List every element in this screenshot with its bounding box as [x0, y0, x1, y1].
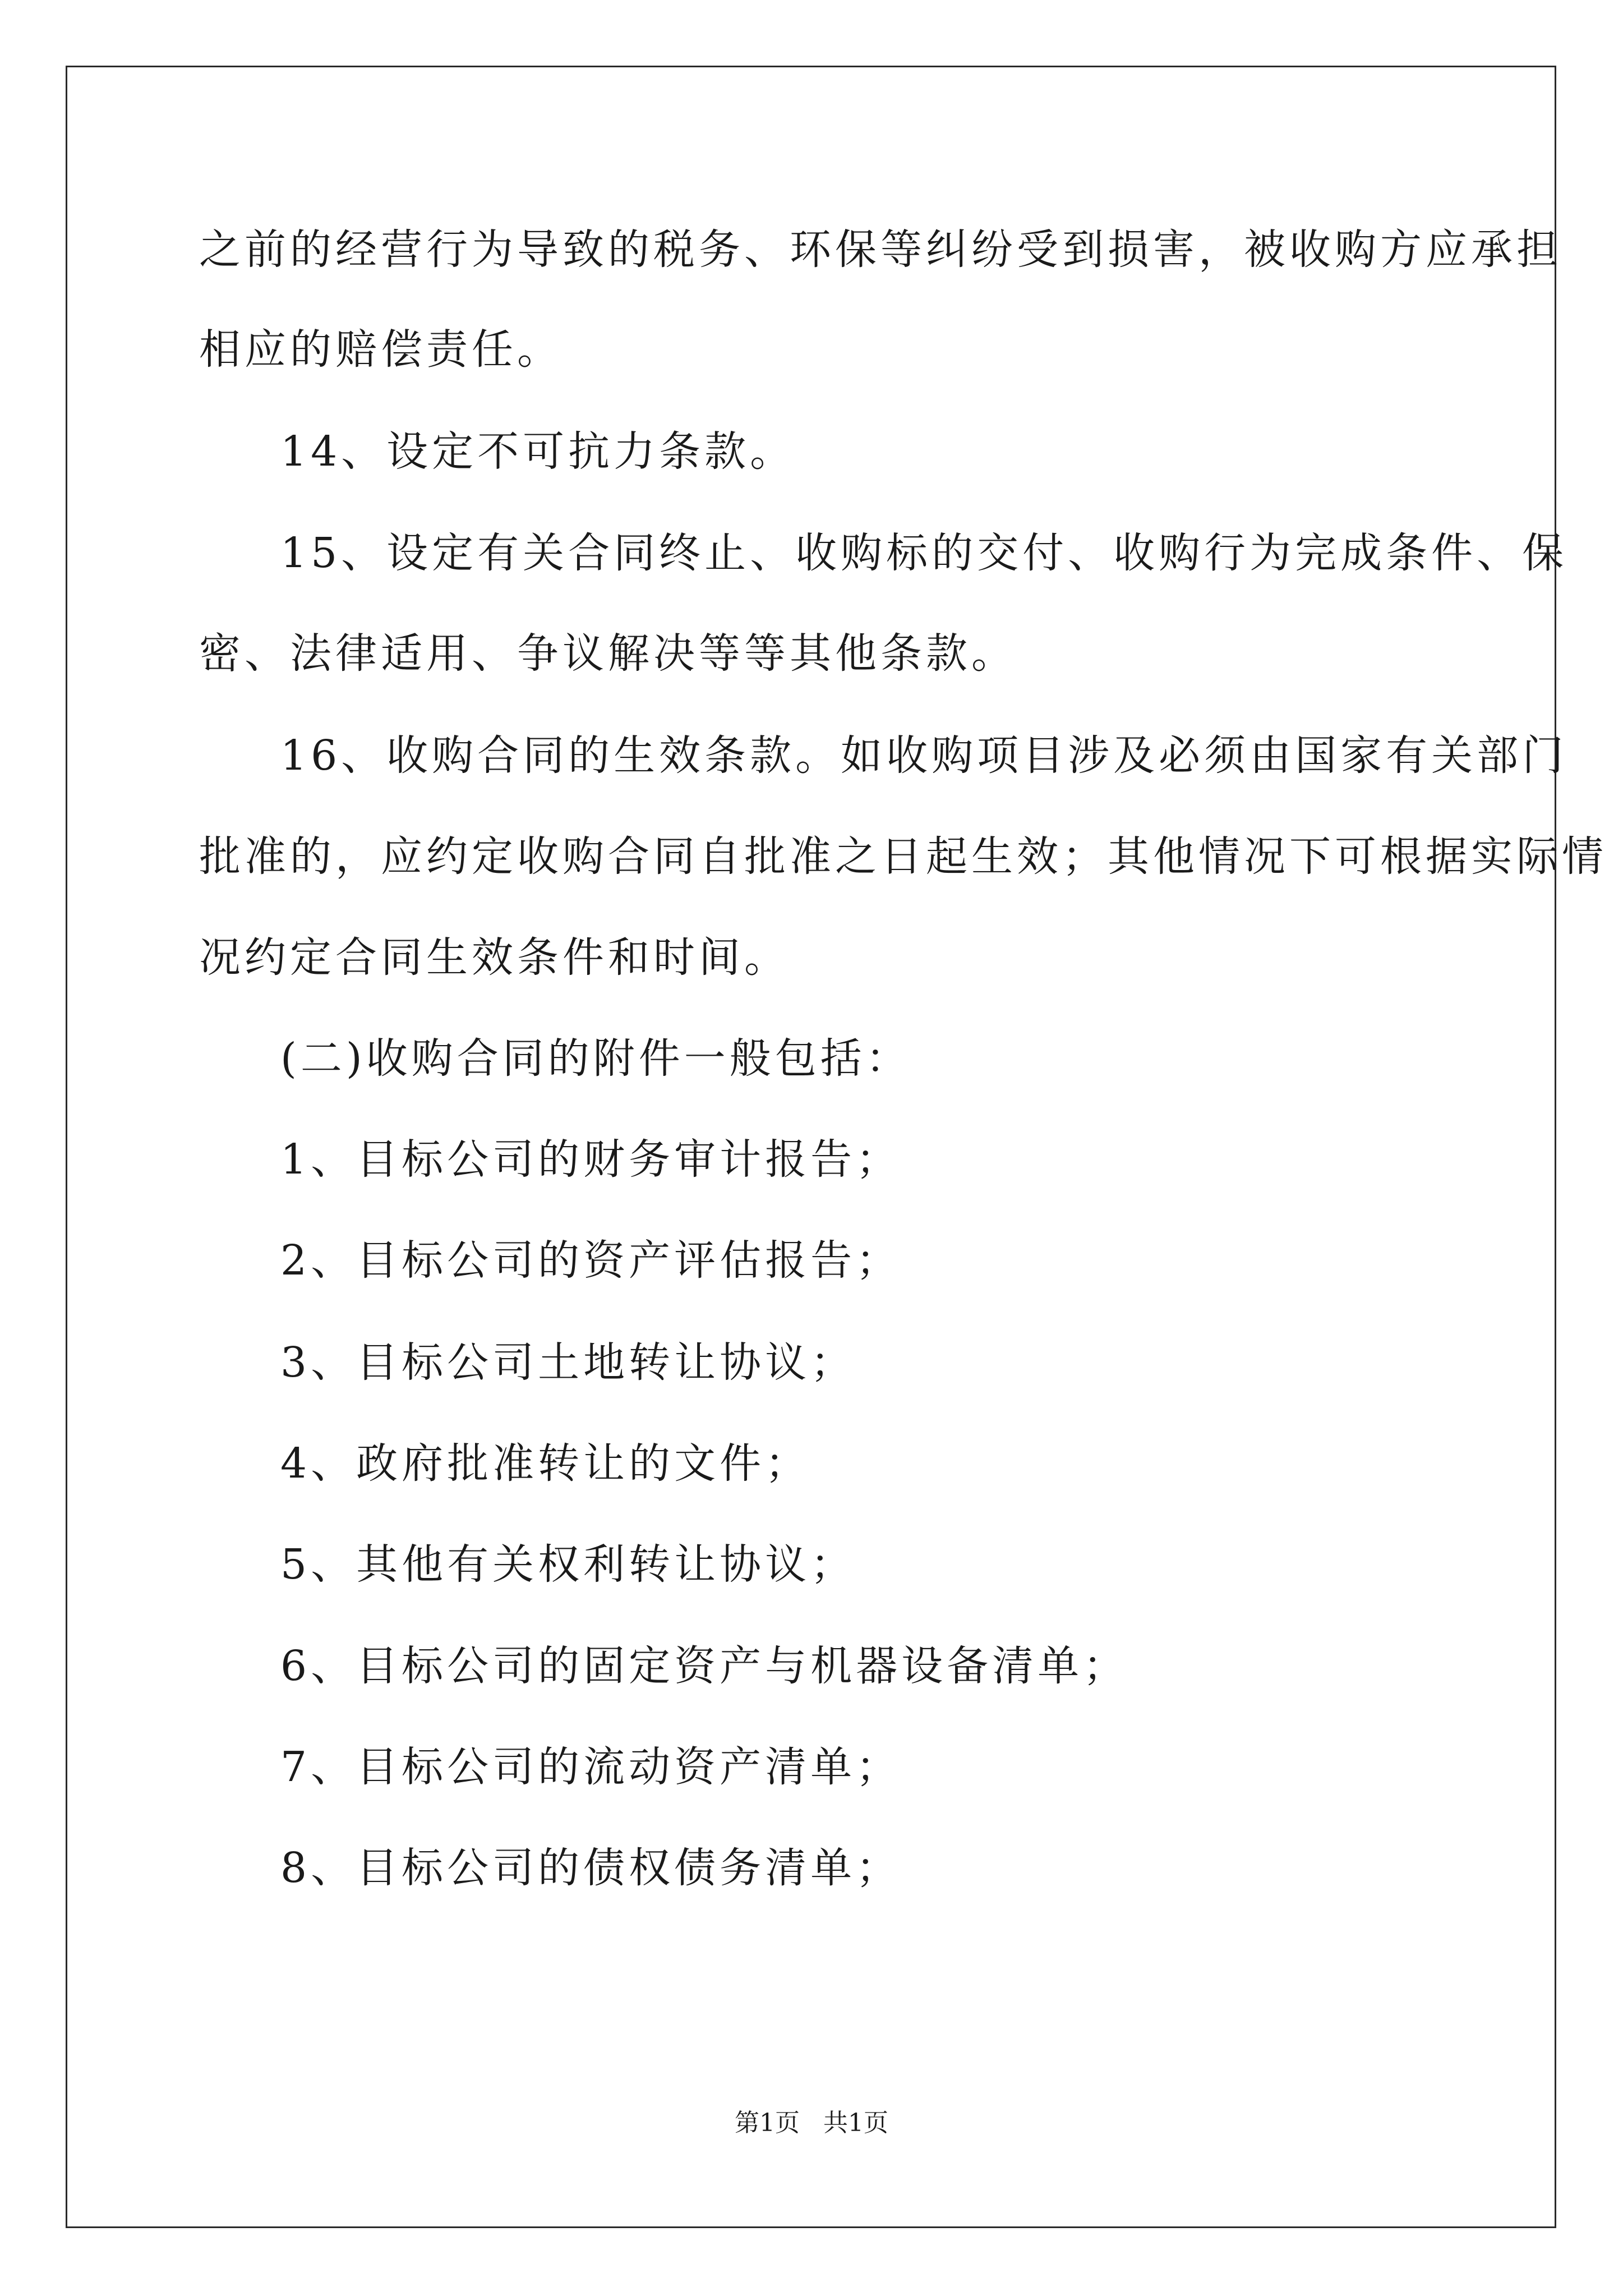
list-item: 5、其他有关权利转让协议； [280, 1540, 856, 1589]
text-line: 况约定合同生效条件和时间。 [199, 933, 790, 982]
section-heading: (二)收购合同的附件一般包括： [280, 1034, 911, 1083]
list-item: 14、设定不可抗力条款。 [280, 427, 796, 476]
page-number: 第1页 [735, 2109, 800, 2137]
list-item: 6、目标公司的固定资产与机器设备清单； [280, 1642, 1129, 1690]
text-line: 批准的，应约定收购合同自批准之日起生效；其他情况下可根据实际情 [199, 832, 1607, 881]
list-item: 1、目标公司的财务审计报告； [280, 1135, 902, 1184]
text-line: 密、法律适用、争议解决等等其他条款。 [199, 629, 1017, 678]
list-item: 7、目标公司的流动资产清单； [280, 1743, 902, 1791]
text-line: 相应的赔偿责任。 [199, 325, 562, 374]
list-item: 15、设定有关合同终止、收购标的交付、收购行为完成条件、保 [280, 529, 1568, 577]
page-total: 共1页 [823, 2109, 888, 2137]
page-footer [0, 2106, 1623, 2140]
list-item: 8、目标公司的债权债务清单； [280, 1844, 902, 1892]
list-item: 16、收购合同的生效条款。如收购项目涉及必须由国家有关部门 [280, 731, 1568, 780]
list-item: 3、目标公司土地转让协议； [280, 1338, 856, 1387]
text-line: 之前的经营行为导致的税务、环保等纠纷受到损害，被收购方应承担 [199, 226, 1562, 274]
list-item: 4、政府批准转让的文件； [280, 1439, 811, 1488]
list-item: 2、目标公司的资产评估报告； [280, 1236, 902, 1285]
